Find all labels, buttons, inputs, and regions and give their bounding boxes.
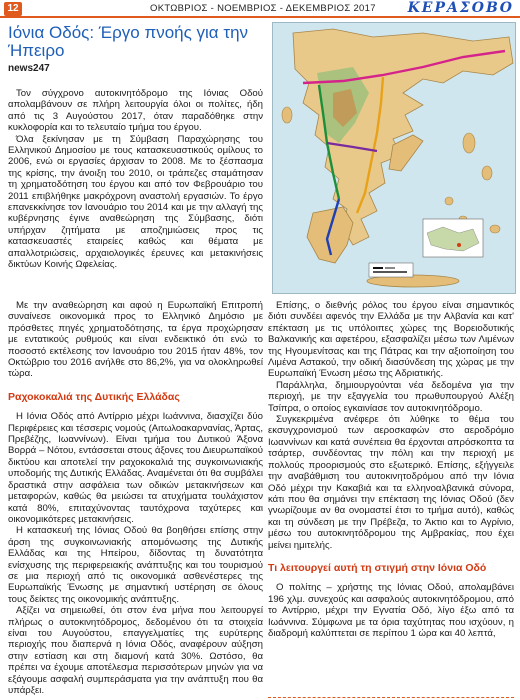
paragraph: Η Ιόνια Οδός από Αντίρριο μέχρι Ιωάννινα, διασχίζει δύο Περιφέρειες και τέσσερις νομούς (Αιτωλοακαρνανίας, Άρτας, Πρεβέζης, Ιωαννίνων). Είναι τμήμα του Δυτικού Άξονα Βορρά – Νότου, εντάσσεται στους άξονες του Διευρωπαϊκού δικτύου και αποτελεί την ραχοκοκαλιά της συγκοινωνιακής υποδομής της Δυτικής Ελλάδας. Αναμένεται ότι θα συμβάλει δραστικά στην ασφάλεια των οδικών μετακινήσεων και μεταφορών, καθώς θα μειώσει τα ατυχήματα τουλάχιστον κατά 80%, επιταχύνοντας ταυτόχρονα ταχύτερες και οικονομικότερες μετακινήσεις. [8,411,263,525]
paragraph: Συγκεκριμένα ανέφερε ότι λύθηκε το θέμα του εκσυγχρονισμού των αεροσκαφών στο αεροδρόμιο Ιωαννίνων και κατά συνέπεια θα έρχονται απρόσκοπτα τα τσάρτερ, συνδέοντας την πόλη και την περιοχή με πολλούς προορισμούς στο εξωτερικό. Επίσης, εξήγγειλε την αναβάθμιση του αυτοκινητοδρόμου από την Ιόνια Οδό μέχρι την Κακαβιά και τα ελληνοαλβανικά σύνορα, κάτι που θα σημάνει την επέκταση της Ιόνιας Οδού (δεν γνωρίζουμε αν θα ονομαστεί έτσι το τμήμα αυτό), καθώς και τη σύνδεση με την Πρέβεζα, το Άκτιο και το Αγρίνιο, μέσω του αυτοκινητόδρομου της Αμβρακίας, που έχει μείνει ημιτελής. [268,414,514,551]
intro-column [8,88,263,271]
subheading: Ραχοκοκαλιά της Δυτικής Ελλάδας [8,390,180,403]
inset-marker-icon [457,243,461,247]
map-illustration [273,23,516,294]
bottom-rule [268,697,514,698]
scale-bar [385,267,395,269]
map-legend [369,263,413,277]
paragraph: Παράλληλα, δημιουργούνται νέα δεδομένα για την περιοχή, με την εξαγγελία του πρωθυπουργού Αλέξη Τσίπρα, ο οποίος εγκαινίασε τον αυτοκινητόδρομο. [268,379,514,414]
paragraph: Η κατασκευή της Ιόνιας Οδού θα βοηθήσει επίσης στην άρση της συγκοινωνιακής απομόνωσης της Δυτικής Ελλάδας και της Ηπείρου, δίδοντας τη δυνατότητα ενίσχυσης της περιφερειακής ανάπτυξης και του τουρισμού σε μια περιοχή από τις οικονομικά ασθενέστερες της Ευρωπαϊκής Ένωσης με σημαντική υστέρηση σε όλους τους δείκτες της οικονομικής ανάπτυξης. [8,525,263,605]
left-column [8,300,263,696]
legend-line [373,271,407,273]
paragraph: Ο πολίτης – χρήστης της Ιόνιας Οδού, απολαμβάνει 196 χλμ. συνεχούς και ασφαλούς αυτοκινητόδρομου, από το Αντίρριο, μέχρι την Εγνατία Οδό, λίγο έξω από τα Ιωάννινα. Σύμφωνα με τα όρια ταχύτητας που ισχύουν, η διαδρομή καλύπτεται σε περίπου 1 ώρα και 40 λεπτά, [268,582,514,639]
island [463,133,475,153]
article-source: news247 [8,63,50,74]
paragraph: Όλα ξεκίνησαν με τη Σύμβαση Παραχώρησης του Ελληνικού Δημοσίου με τους κατασκευαστικούς ομίλους το 2006, ενώ οι εργασίες άρχισαν το 2008. Με το ξέσπασμα της κρίσης, την άνοιξη του 2010, οι τράπεζες σταμάτησαν τη χρηματοδότηση του έργου και από τον Φεβρουάριο του 2011 επιβλήθηκε μακρόχρονη αναστολή εργασιών. Το έργο επανεκκίνησε τον Ιανουάριο του 2014 και με την αλλαγή της κυβέρνησης έγινε αναθεώρηση της Σύμβασης, διότι υπήρχαν ζητήματα με αποζημιώσεις προς τις κατασκευαστές εταιρείες καθώς και θέματα με απαλλοτριώσεις, αρχαιολογικές έρευνες και μετακινήσεις δικτύων Κοινής Ωφελείας. [8,133,263,271]
paragraph: Με την αναθεώρηση και αφού η Ευρωπαϊκή Επιτροπή συναίνεσε οικονομικά προς το Ελληνικό Δημόσιο με πρόσθετες πηγές χρηματοδότησης, τα έργα προχώρησαν με εντατικούς ρυθμούς και είναι ενδεικτικό ότι ενώ το ποσοστό εκτέλεσης τον Ιανουάριο του 2015 ήταν 48%, τον Οκτώβριο του 2016 ανήλθε στο 86,2%, για να ολοκληρωθεί τώρα. [8,300,263,380]
island [490,225,500,233]
paragraph: Επίσης, ο διεθνής ρόλος του έργου είναι σημαντικός διότι συνδέει αφενός την Ελλάδα με την Αλβανία και κατ' επέκταση με τις υπόλοιπες χώρες της Βορειοδυτικής Βαλκανικής και αφετέρου, εξασφαλίζει μέσω των Λιμένων της Ηγουμενίτσας και της Πάτρας και την αξιοποίηση του Λιμένα Αστακού, την οδική διασύνδεση της χώρας με την Ευρωπαϊκή Ένωση μέσω της Αδριατικής. [268,300,514,380]
paragraph: Τον σύγχρονο αυτοκινητόδρομο της Ιόνιας Οδού απολαμβάνουν σε πλήρη λειτουργία όλοι οι πολίτες, ήδη από τις 3 Αυγούστου 2017, όταν παραδόθηκε στην κυκλοφορία και το τελευταίο τμήμα του έργου. [8,88,263,134]
scale-bar [373,267,383,269]
page-number: 12 [4,2,22,16]
paragraph: Αξίζει να σημειωθεί, ότι στον ένα μήνα που λειτουργεί πλήρως ο αυτοκινητόδρομος, δεδομένου ότι τα στοιχεία είναι του Αυγούστου, επαγγελματίες της ευρύτερης περιοχής που διαπερνά η Ιόνια Οδός, αναφέρουν αύξηση στην εστίαση και στη διαμονή κατά 30%. Ωστόσο, θα πρέπει να έχουμε αποτέλεσμα περισσότερων μηνών για να εξάγουμε ασφαλή συμπεράσματα για την ανάπτυξη που θα υπάρξει. [8,605,263,696]
masthead: ΚΕΡΑΣΟΒΟ [407,0,514,16]
island [445,197,453,205]
article-title: Ιόνια Οδός: Έργο πνοής για την Ήπειρο [8,23,249,60]
right-column [268,300,514,639]
subheading: Τι λειτουργεί αυτή τη στιγμή στην Ιόνια Οδό [268,561,487,574]
issue-date: ΟΚΤΩΒΡΙΟΣ - ΝΟΕΜΒΡΙΟΣ - ΔΕΚΕΜΒΡΙΟΣ 2017 [150,3,376,14]
island [482,166,492,180]
island [282,107,292,123]
page-header [0,0,520,18]
greece-map [272,22,516,294]
